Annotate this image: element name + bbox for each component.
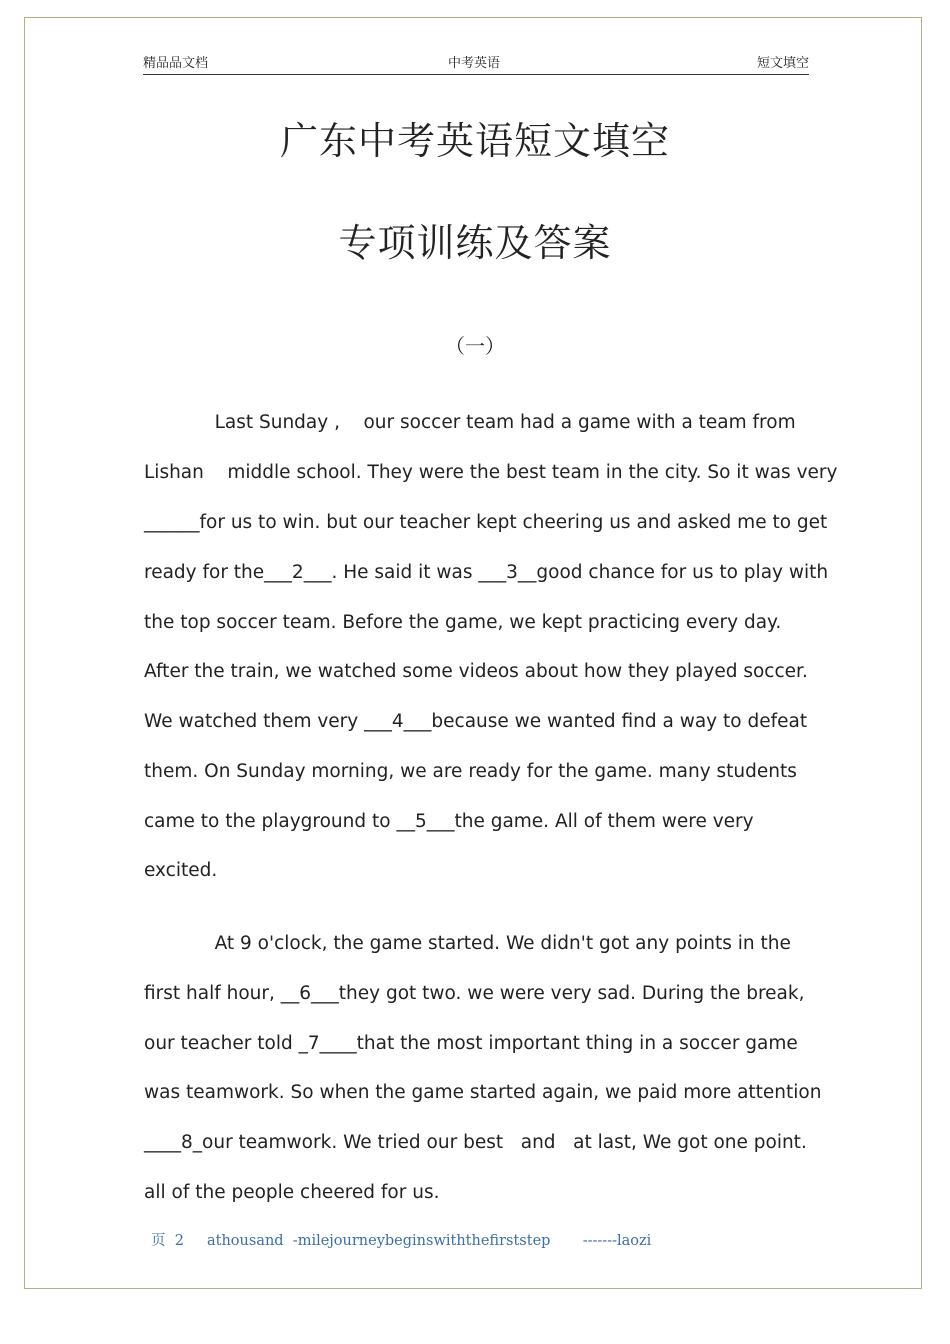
text-line: Lishan middle school. They were the best team in the city. So it was very	[144, 462, 838, 483]
text-line: our teacher told _7____that the most important thing in a soccer game	[144, 1033, 798, 1054]
text-line: ready for the___2___. He said it was ___3__good chance for us to play with	[144, 562, 829, 583]
text-line: After the train, we watched some videos about how they played soccer.	[144, 661, 808, 682]
text-line: excited.	[144, 860, 218, 881]
text-line: At 9 o'clock, the game started. We didn't got any points in the	[144, 933, 791, 954]
header-right: 短文填空	[756, 56, 809, 71]
text-line: came to the playground to __5___the game. All of them were very	[144, 811, 754, 832]
text-line: ____8_our teamwork. We tried our best and at last, We got one point.	[144, 1132, 807, 1153]
document-title-line2: 专项训练及答案	[338, 221, 612, 265]
text-line: the top soccer team. Before the game, we kept practicing every day.	[144, 612, 782, 633]
text-line: was teamwork. So when the game started again, we paid more attention	[144, 1082, 822, 1103]
document-title-line1: 广东中考英语短文填空	[279, 119, 670, 163]
text-line: ______for us to win. but our teacher kept cheering us and asked me to get	[144, 512, 828, 533]
page-footer: 页 2 athousand -milejourneybeginswiththefirststep -------laozi	[151, 1233, 652, 1249]
text-line: them. On Sunday morning, we are ready for the game. many students	[144, 761, 797, 782]
text-line: Last Sunday , our soccer team had a game with a team from	[144, 412, 796, 433]
text-line: We watched them very ___4___because we wanted find a way to defeat	[144, 711, 808, 732]
text-line: first half hour, __6___they got two. we were very sad. During the break,	[144, 983, 805, 1004]
text-line: all of the people cheered for us.	[144, 1182, 440, 1203]
header-left: 精品品文档	[143, 56, 209, 71]
header-center: 中考英语	[448, 56, 501, 71]
section-number: （一）	[445, 334, 505, 358]
page-header	[143, 56, 809, 75]
